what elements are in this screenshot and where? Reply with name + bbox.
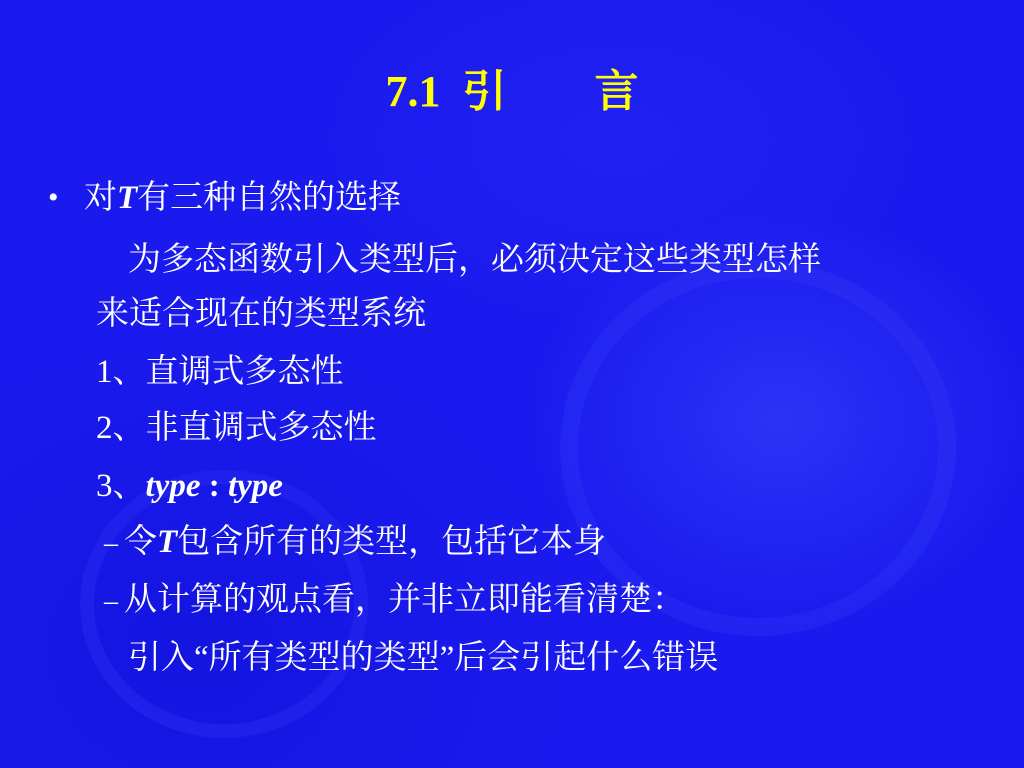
list-item-2-text: 、非直调式多态性 — [112, 410, 377, 446]
bullet-1 — [84, 176, 401, 220]
list-item-3-type-1: type — [145, 468, 201, 504]
list-item-3-separator: 、 — [112, 468, 146, 504]
list-item-1-text: 、直调式多态性 — [112, 354, 344, 390]
list-item-1 — [96, 350, 344, 394]
paragraph-line-1: 为多态函数引入类型后，必须决定这些类型怎样 — [128, 242, 821, 278]
bullet-1-var: T — [117, 180, 138, 216]
sub-item-1-var: T — [157, 524, 178, 560]
paragraph-line-2: 来适合现在的类型系统 — [96, 296, 426, 332]
sub-item-2 — [104, 578, 685, 624]
sub-item-1-suffix: 包含所有的类型，包括它本身 — [177, 524, 607, 560]
sub-item-2-dash: – — [104, 586, 118, 617]
list-item-2 — [96, 406, 377, 450]
list-item-3-type-2: type — [227, 468, 283, 504]
list-item-2-number: 2 — [96, 410, 113, 446]
slide-title: 7.1 引 言 — [385, 67, 639, 116]
bullet-1-prefix: 对 — [84, 180, 117, 216]
bullet-marker: • — [48, 181, 59, 214]
list-item-1-number: 1 — [96, 354, 113, 390]
sub-item-1 — [104, 520, 606, 566]
list-item-3 — [96, 464, 283, 508]
list-item-3-colon: : — [200, 468, 228, 504]
sub-item-1-dash: – — [104, 528, 118, 559]
sub-item-2-continuation: 引入“所有类型的类型”后会引起什么错误 — [128, 640, 719, 676]
list-item-3-number: 3 — [96, 468, 113, 504]
bullet-1-suffix: 有三种自然的选择 — [137, 180, 402, 216]
sub-item-2-text: 从计算的观点看，并非立即能看清楚： — [124, 582, 685, 618]
sub-item-1-prefix: 令 — [124, 524, 157, 560]
